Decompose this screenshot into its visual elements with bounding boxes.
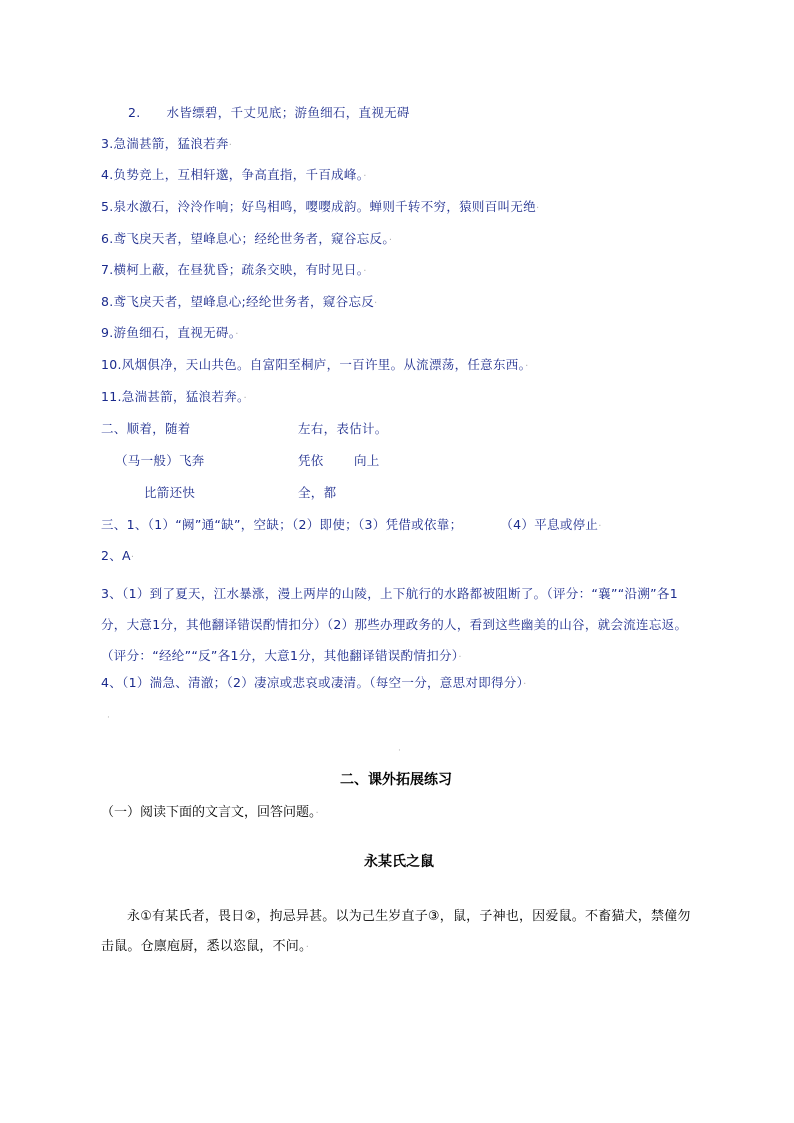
section3-q2: 2、A· (101, 548, 135, 563)
section2-row3-right: 全，都 (298, 485, 337, 500)
stray-mark: · (107, 713, 110, 723)
section2-row1-left: 二、顺着，随着 (101, 421, 191, 436)
passage-body: 永①有某氏者，畏日②，拘忌异甚。以为己生岁直子③，鼠，子神也，因爱鼠。不畜猫犬，禁僮勿击鼠。仓廪庖厨，悉以恣鼠，不问。· (101, 909, 691, 954)
section2-row2-mid: 凭依 (298, 453, 324, 468)
section3-q3: 3、（1）到了夏天，江水暴涨，漫上两岸的山陵，上下航行的水路都被阻断了。（评分：“襄”“沿溯”各1分，大意1分，其他翻译错误酌情扣分）（2）那些办理政务的人，看到这些幽美的山谷，就会流连忘返。（评分：“经纶”“反”各1分，大意1分，其他翻译错误酌情扣分）· (101, 586, 688, 663)
section2-row2-right: 向上 (354, 453, 380, 468)
section2-row3-left: 比箭还快 (144, 485, 196, 500)
section2-row1-right: 左右，表估计。 (298, 421, 388, 436)
section2-row2-left: （马一般）飞奔 (115, 453, 205, 468)
answer-line-10: 10.风烟俱净，天山共色。自富阳至桐庐，一百许里。从流漂荡，任意东西。· (101, 357, 529, 372)
answer-line-2: 2. 水皆缥碧，千丈见底；游鱼细石，直视无碍 (128, 105, 410, 120)
section3-q1: 三、1、（1）“阙”通“缺”，空缺；（2）即使；（3）凭借或依靠； （4）平息或停止· (101, 517, 602, 532)
answer-line-8: 8.鸢飞戾天者，望峰息心;经纶世务者，窥谷忘反· (101, 294, 378, 309)
answer-line-5: 5.泉水激石，泠泠作响；好鸟相鸣，嘤嘤成韵。蝉则千转不穷，猿则百叫无绝· (101, 199, 540, 214)
section-heading: 二、课外拓展练习 (340, 772, 452, 788)
stray-mark: · (398, 746, 401, 756)
passage-title: 永某氏之鼠 (364, 854, 434, 870)
instruction-text: （一）阅读下面的文言文，回答问题。· (101, 805, 319, 820)
answer-line-7: 7.横柯上蔽，在昼犹昏；疏条交映，有时见日。· (101, 262, 367, 277)
section3-q4: 4、（1）湍急、清澈；（2）凄凉或悲哀或凄清。（每空一分，意思对即得分）· (101, 675, 527, 690)
answer-line-6: 6.鸢飞戾天者，望峰息心；经纶世务者，窥谷忘反。· (101, 231, 393, 246)
answer-line-3: 3.急湍甚箭，猛浪若奔· (101, 136, 233, 151)
answer-line-9: 9.游鱼细石，直视无碍。· (101, 325, 239, 340)
answer-line-4: 4.负势竞上，互相轩邈，争高直指，千百成峰。· (101, 167, 367, 182)
answer-line-11: 11.急湍甚箭，猛浪若奔。· (101, 389, 248, 404)
